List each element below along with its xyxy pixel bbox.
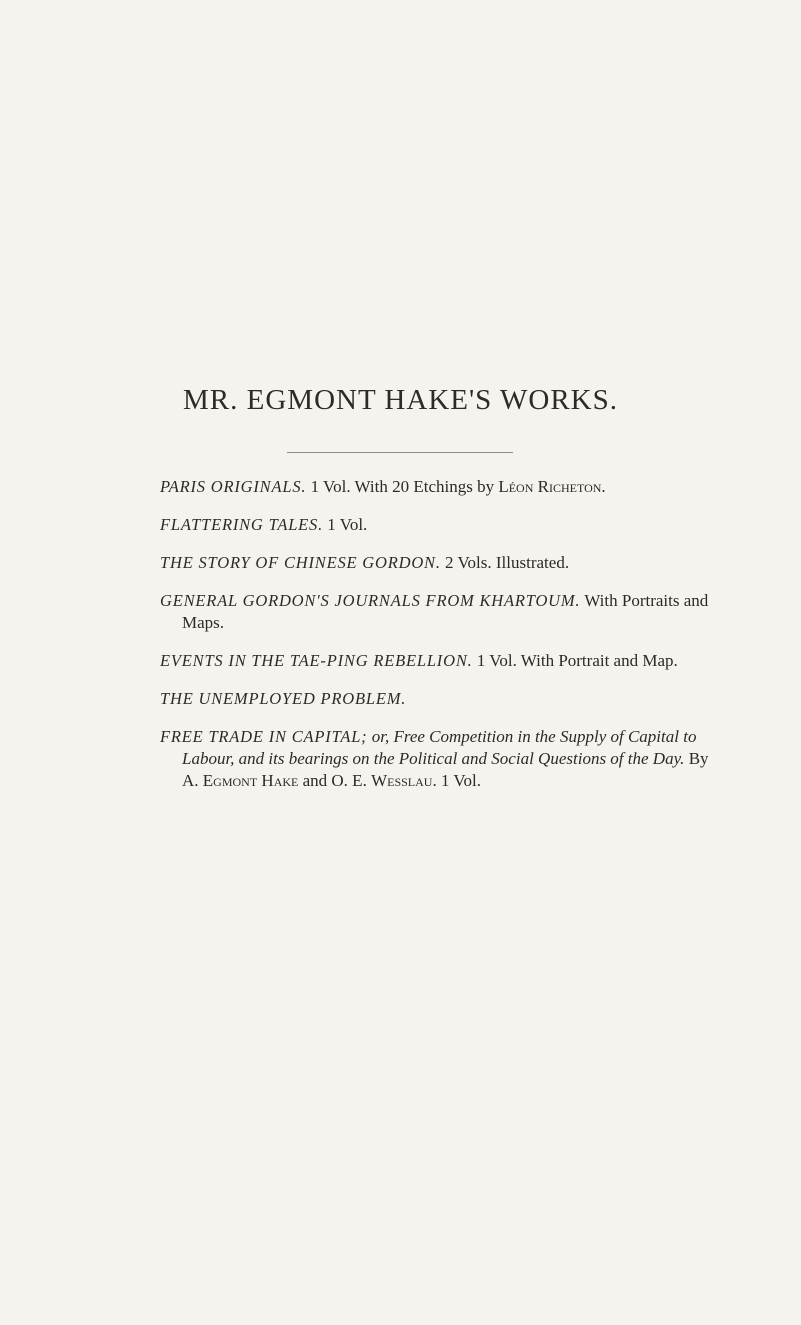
work-illustrator: Léon Richeton. <box>498 477 606 496</box>
work-title: GENERAL GORDON'S JOURNALS FROM KHARTOUM. <box>160 591 581 610</box>
work-entry-gordon-journals <box>160 590 720 634</box>
work-coauthor: Wesslau. <box>371 771 437 790</box>
work-entry-unemployed-problem <box>160 688 720 710</box>
work-author: Egmont Hake <box>202 771 299 790</box>
work-title: PARIS ORIGINALS. <box>160 477 307 496</box>
work-details: With Portraits and Maps. <box>182 591 709 632</box>
work-entry-free-trade <box>160 726 720 792</box>
work-title: FREE TRADE IN CAPITAL; <box>160 727 368 746</box>
work-entry-tae-ping-rebellion <box>160 650 720 672</box>
work-details: 1 Vol. With 20 Etchings by <box>306 477 499 496</box>
work-title: FLATTERING TALES. <box>160 515 324 534</box>
work-details: 1 Vol. <box>436 771 481 790</box>
work-entry-flattering-tales <box>160 514 720 536</box>
work-title: THE UNEMPLOYED PROBLEM. <box>160 689 407 708</box>
work-and: and O. E. <box>298 771 372 790</box>
work-title: THE STORY OF CHINESE GORDON. <box>160 553 441 572</box>
work-details: 1 Vol. With Portrait and Map. <box>472 651 678 670</box>
page-heading: MR. EGMONT HAKE'S WORKS. <box>183 384 618 416</box>
work-by: By A. <box>182 749 709 790</box>
work-title: EVENTS IN THE TAE-PING REBELLION. <box>160 651 473 670</box>
work-entry-paris-originals <box>160 476 720 498</box>
works-list <box>160 476 720 808</box>
work-entry-chinese-gordon <box>160 552 720 574</box>
work-details: 2 Vols. Illustrated. <box>440 553 570 572</box>
work-subtitle: or, Free Competition in the Supply of Capital to Labour, and its bearings on the Political and Social Questions of the Day. <box>182 727 697 768</box>
work-details: 1 Vol. <box>323 515 368 534</box>
heading-rule <box>287 452 513 453</box>
